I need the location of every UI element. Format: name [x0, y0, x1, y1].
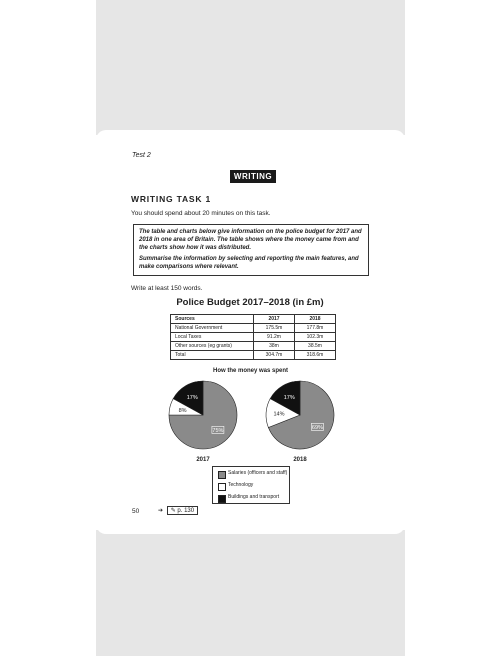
background-bottom: [96, 530, 405, 656]
pie-year-label: 2017: [196, 457, 210, 463]
pie-slice-label: 8%: [178, 407, 187, 414]
table-row: [171, 333, 336, 342]
reference-label: ✎ p. 130: [167, 506, 198, 515]
pie-slice-label: 17%: [186, 394, 198, 401]
table-cell: Total: [171, 351, 254, 360]
test-label: Test 2: [132, 152, 151, 159]
table-cell: 318.6m: [295, 351, 336, 360]
time-instruction: You should spend about 20 minutes on this task.: [131, 210, 271, 217]
page-number: 50: [132, 508, 140, 515]
prompt-instruction: Summarise the information by selecting and reporting the main features, and make comparisons where relevant.: [139, 256, 359, 270]
legend-label: Salaries (officers and staff): [228, 470, 288, 476]
budget-table: [170, 314, 336, 360]
pie-slice-label: 69%: [311, 424, 323, 431]
legend-swatch: [218, 483, 226, 491]
table-cell: Other sources (eg grants): [171, 342, 254, 351]
table-row: [171, 351, 336, 360]
table-cell: Local Taxes: [171, 333, 254, 342]
pie-charts-title: How the money was spent: [212, 368, 288, 374]
table-cell: 38.5m: [295, 342, 336, 351]
column-header: 2018: [295, 315, 336, 324]
table-cell: 91.2m: [254, 333, 295, 342]
pie-slice-label: 14%: [273, 411, 285, 418]
legend-swatch: [218, 471, 226, 479]
legend-label: Buildings and transport: [228, 494, 280, 500]
table-header-row: [171, 315, 336, 324]
table-cell: 102.3m: [295, 333, 336, 342]
table-cell: 304.7m: [254, 351, 295, 360]
table-row: [171, 342, 336, 351]
pie-slice-label: 75%: [212, 427, 224, 434]
task-prompt-box: [133, 224, 369, 276]
pie-legend: [212, 466, 290, 504]
arrow-icon: ➔: [158, 508, 164, 514]
pie-year-label: 2018: [293, 457, 307, 463]
table-cell: 38m: [254, 342, 295, 351]
pie-slice-label: 17%: [283, 394, 295, 401]
word-count-instruction: Write at least 150 words.: [131, 285, 203, 292]
column-header: 2017: [254, 315, 295, 324]
figure-title: Police Budget 2017–2018 (in £m): [176, 297, 324, 308]
table-row: [171, 324, 336, 333]
page-reference: [158, 506, 198, 515]
table-cell: 177.8m: [295, 324, 336, 333]
background-top: [96, 0, 405, 135]
section-badge: WRITING: [230, 170, 276, 183]
prompt-text: The table and charts below give information on the police budget for 2017 and 2018 in one area of Britain. The table shows where the money came from and the charts show how it was distributed.: [139, 229, 362, 251]
legend-label: Technology: [228, 482, 254, 488]
task-heading: WRITING TASK 1: [131, 194, 211, 204]
legend-swatch: [218, 495, 226, 503]
table-cell: 175.5m: [254, 324, 295, 333]
table-cell: National Government: [171, 324, 254, 333]
column-header: Sources: [171, 315, 254, 324]
